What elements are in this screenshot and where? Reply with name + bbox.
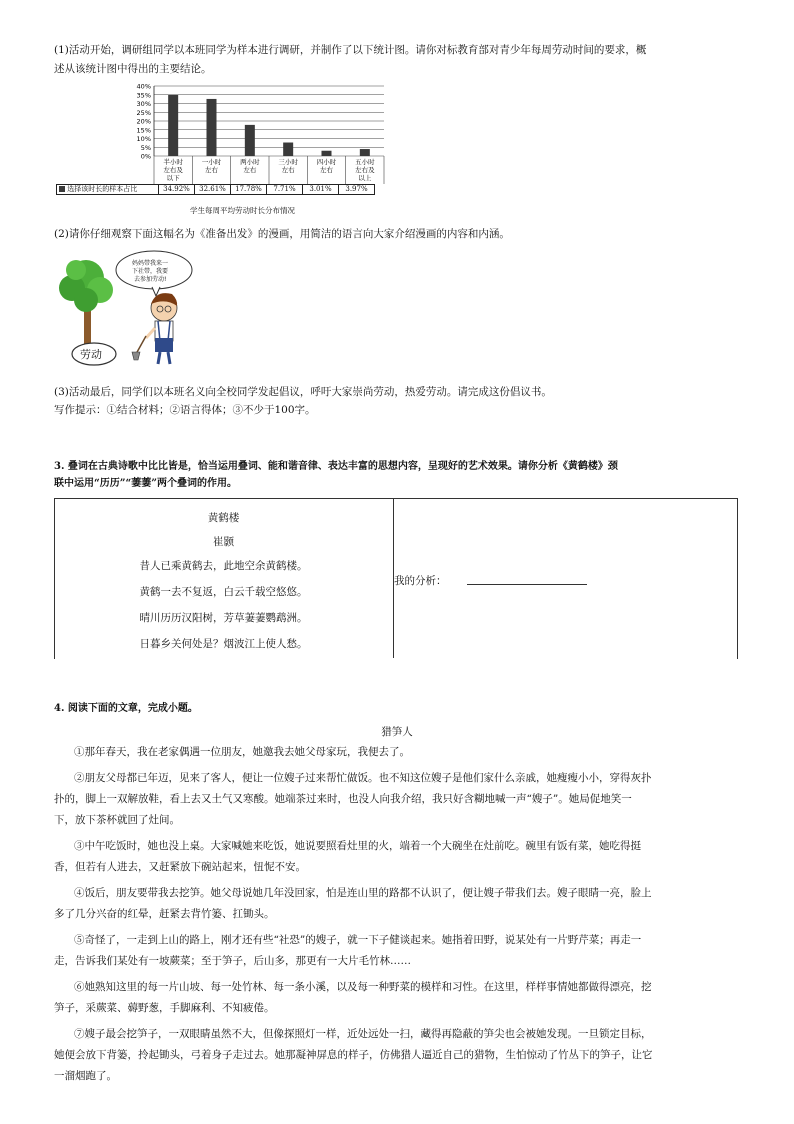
chart-title: 学生每周平均劳动时长分布情况: [190, 206, 295, 215]
category-label: 左右: [281, 166, 295, 174]
q2-text: (2)请你仔细观察下面这幅名为《准备出发》的漫画，用简洁的语言向大家介绍漫画的内容和内涵。: [54, 228, 510, 240]
article-line: 扑的，脚上一双解放鞋，看上去又土气又寒酸。她端茶过来时，也没人向我介绍，我只好含糊地喊一声“嫂子”。她局促地笑一: [54, 793, 632, 805]
bar: [168, 95, 178, 156]
poem-line: 昔人已乘黄鹤去，此地空余黄鹤楼。: [139, 560, 308, 572]
article-line: 她便会放下背篓，拎起锄头，弓着身子走过去。她那凝神屏息的样子，仿佛猎人逼近自己的猎物，生怕惊动了竹丛下的笋子，让它: [54, 1049, 653, 1061]
y-tick-label: 35%: [136, 91, 151, 100]
article-line: ②朋友父母都已年迈，见来了客人，便让一位嫂子过来帮忙做饭。也不知这位嫂子是他们家什么亲戚，她瘦瘦小小，穿得灰扑: [74, 772, 652, 784]
q3-sub-line1: (3)活动最后，同学们以本班名义向全校同学发起倡议，呼吁大家崇尚劳动，热爱劳动。请完成这份倡议书。: [54, 386, 552, 398]
article-line: 多了几分兴奋的红晕，赶紧去背竹篓、扛锄头。: [54, 908, 275, 920]
article-line: 下，放下茶杯就回了灶间。: [54, 814, 180, 826]
value-label: 17.78%: [231, 185, 267, 195]
cartoon-illustration: [56, 250, 206, 370]
value-label: 34.92%: [159, 185, 195, 195]
bar: [245, 125, 255, 156]
poem-title: 黄鹤楼: [207, 512, 240, 524]
article-line: 走，告诉我们某处有一坡蕨菜；至于笋子，后山多，那更有一大片毛竹林……: [54, 955, 411, 967]
category-label: 两小时: [240, 158, 260, 166]
bar: [283, 143, 293, 156]
y-tick-label: 30%: [136, 100, 151, 108]
category-label: 以下: [166, 174, 180, 182]
y-tick-label: 25%: [136, 108, 151, 117]
y-tick-label: 15%: [136, 126, 151, 135]
category-label: 一小时: [201, 158, 222, 166]
q3-line1: 3. 叠词在古典诗歌中比比皆是，恰当运用叠词、能和谐音律、表达丰富的思想内容，呈现好的艺术效果。请你分析《黄鹤楼》颈: [54, 461, 618, 472]
tree-icon: [59, 260, 113, 350]
bar: [360, 149, 370, 156]
article-line: 一溜烟跑了。: [54, 1070, 117, 1082]
bubble-line2: 下社带，我要: [132, 268, 169, 275]
article-line: ③中午吃饭时，她也没上桌。大家喊她来吃饭，她说要照看灶里的火，端着一个大碗坐在灶前吃。碗里有饭有菜，她吃得挺: [74, 840, 641, 852]
value-label: 3.01%: [303, 185, 339, 195]
article-line: 笋子，采蕨菜、薅野葱，手脚麻利、不知疲倦。: [54, 1002, 275, 1014]
category-label: 左右: [205, 166, 218, 174]
shovel-icon: [132, 336, 146, 360]
value-label: 7.71%: [267, 185, 303, 195]
bubble-line3: 去参加劳动!: [134, 276, 167, 283]
y-tick-label: 40%: [136, 82, 151, 91]
bubble-line1: 妈妈带我来一: [132, 260, 169, 267]
sign-text: 劳动: [80, 348, 102, 361]
category-label: 左右及: [163, 166, 183, 174]
category-label: 左右及: [355, 166, 375, 174]
analysis-label: 我的分析：: [394, 575, 447, 587]
legend-label: 选择该时长的样本占比: [67, 185, 138, 193]
q3-line2: 联中运用“历历”“萋萋”两个叠词的作用。: [54, 478, 238, 489]
article-line: ④饭后，朋友要带我去挖笋。她父母说她几年没回家，怕是连山里的路都不认识了，便让嫂子带我们去。嫂子眼睛一亮，脸上: [74, 887, 652, 899]
bar: [207, 99, 217, 156]
y-tick-label: 0%: [140, 152, 151, 161]
legend-cell: [57, 185, 159, 195]
article-title: 猎笋人: [381, 726, 413, 738]
legend-swatch: [59, 186, 65, 192]
article-line: ⑦嫂子最会挖笋子，一双眼睛虽然不大，但像探照灯一样，近处远处一扫，藏得再隐蔽的笋尖也会被她发现。一旦锁定目标，: [74, 1028, 652, 1040]
poem-line: 晴川历历汉阳树，芳草萋萋鹦鹉洲。: [139, 612, 308, 624]
y-tick-label: 20%: [136, 117, 151, 126]
category-label: 以上: [358, 174, 372, 182]
category-label: 四小时: [316, 158, 337, 166]
q1-text-line1: (1)活动开始，调研组同学以本班同学为样本进行调研，并制作了以下统计图。请你对标教育部对青少年每周劳动时间的要求，概: [54, 44, 647, 56]
chart-data-table: [56, 184, 375, 195]
value-label: 32.61%: [195, 185, 231, 195]
category-label: 左右: [243, 166, 257, 174]
q3-sub-line2: 写作提示：①结合材料；②语言得体；③不少于100字。: [54, 404, 316, 416]
boy-figure: [146, 293, 177, 364]
y-tick-label: 5%: [140, 143, 151, 152]
article-line: ⑥她熟知这里的每一片山坡、每一处竹林、每一条小溪，以及每一种野菜的模样和习性。在这里，样样事情她都做得漂亮，挖: [74, 981, 652, 993]
category-label: 左右: [320, 166, 333, 174]
q1-text-line2: 述从该统计图中得出的主要结论。: [54, 63, 212, 75]
category-label: 三小时: [278, 158, 298, 166]
q4-heading: 4. 阅读下面的文章，完成小题。: [54, 703, 198, 714]
article-line: 香，但若有人进去，又赶紧放下碗站起来，忸怩不安。: [54, 861, 306, 873]
poem-author: 崔颢: [213, 536, 234, 548]
value-label: 3.97%: [339, 185, 375, 195]
analysis-answer-line[interactable]: [467, 584, 587, 585]
category-label: 半小时: [163, 158, 183, 166]
poem-line: 日暮乡关何处是？烟波江上使人愁。: [139, 638, 308, 650]
bar: [322, 151, 332, 156]
y-tick-label: 10%: [136, 135, 151, 143]
bar-chart: [120, 80, 400, 200]
article-line: ①那年春天，我在老家偶遇一位朋友，她邀我去她父母家玩，我便去了。: [74, 746, 410, 758]
category-label: 五小时: [355, 158, 375, 166]
poem-line: 黄鹤一去不复返，白云千载空悠悠。: [139, 586, 308, 598]
article-line: ⑤奇怪了，一走到上山的路上，刚才还有些“社恐”的嫂子，就一下子健谈起来。她指着田野，说某处有一片野芹菜；再走一: [74, 934, 642, 946]
